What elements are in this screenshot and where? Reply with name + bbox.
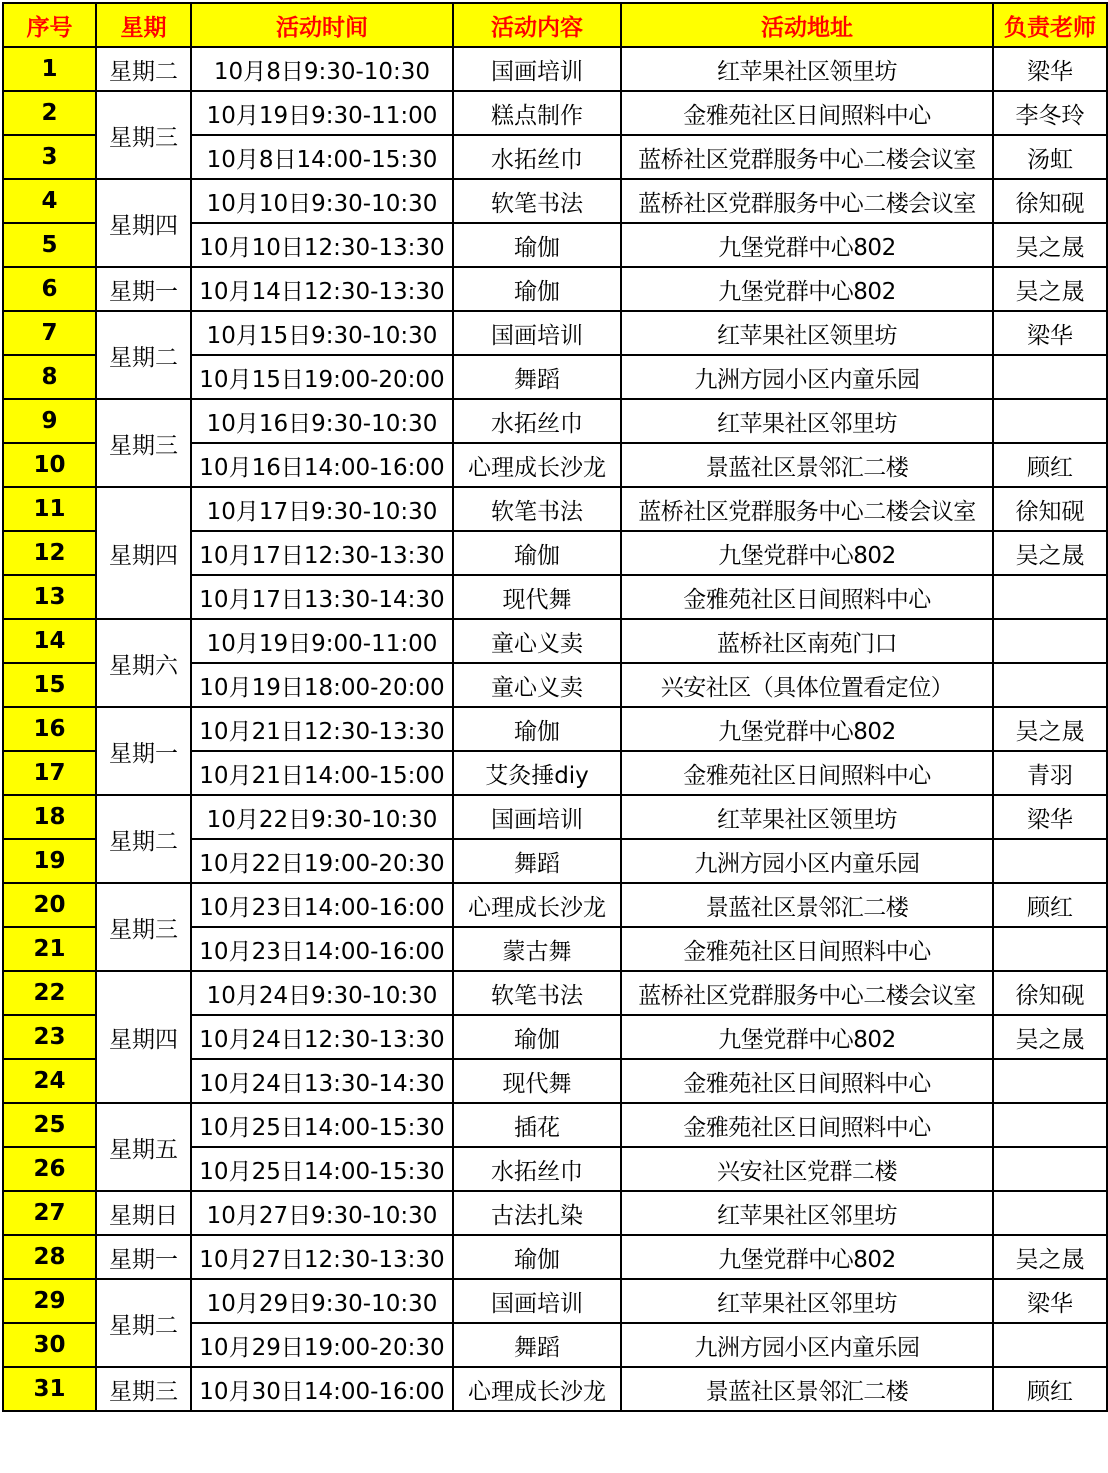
table-row [3, 971, 1107, 1015]
row-time-cell: 10月27日9:30-10:30 [191, 1191, 453, 1235]
row-address-cell: 九堡党群中心802 [621, 531, 993, 575]
row-address-cell: 蓝桥社区南苑门口 [621, 619, 993, 663]
row-address-cell: 蓝桥社区党群服务中心二楼会议室 [621, 179, 993, 223]
row-time-cell: 10月19日18:00-20:00 [191, 663, 453, 707]
row-index-cell: 1 [3, 47, 96, 91]
row-content-cell: 国画培训 [453, 47, 621, 91]
row-index-cell: 19 [3, 839, 96, 883]
row-content-cell: 水拓丝巾 [453, 1147, 621, 1191]
row-content-cell: 瑜伽 [453, 1015, 621, 1059]
row-index-cell: 13 [3, 575, 96, 619]
row-address-cell: 九堡党群中心802 [621, 1015, 993, 1059]
table-row [3, 795, 1107, 839]
row-index-cell: 10 [3, 443, 96, 487]
table-row [3, 311, 1107, 355]
row-teacher-cell: 徐知砚 [993, 971, 1107, 1015]
row-content-cell: 古法扎染 [453, 1191, 621, 1235]
row-time-cell: 10月21日12:30-13:30 [191, 707, 453, 751]
header-content: 活动内容 [453, 3, 621, 47]
table-row [3, 179, 1107, 223]
row-teacher-cell [993, 1323, 1107, 1367]
row-teacher-cell [993, 355, 1107, 399]
row-index-cell: 14 [3, 619, 96, 663]
row-time-cell: 10月16日9:30-10:30 [191, 399, 453, 443]
row-teacher-cell [993, 663, 1107, 707]
row-time-cell: 10月19日9:00-11:00 [191, 619, 453, 663]
row-teacher-cell: 梁华 [993, 1279, 1107, 1323]
header-teacher: 负责老师 [993, 3, 1107, 47]
row-address-cell: 九洲方园小区内童乐园 [621, 1323, 993, 1367]
row-time-cell: 10月27日12:30-13:30 [191, 1235, 453, 1279]
header-time: 活动时间 [191, 3, 453, 47]
row-time-cell: 10月17日13:30-14:30 [191, 575, 453, 619]
row-address-cell: 蓝桥社区党群服务中心二楼会议室 [621, 487, 993, 531]
row-address-cell: 红苹果社区邻里坊 [621, 1279, 993, 1323]
row-index-cell: 27 [3, 1191, 96, 1235]
row-content-cell: 软笔书法 [453, 487, 621, 531]
row-time-cell: 10月30日14:00-16:00 [191, 1367, 453, 1411]
row-time-cell: 10月15日19:00-20:00 [191, 355, 453, 399]
row-time-cell: 10月15日9:30-10:30 [191, 311, 453, 355]
table-row [3, 707, 1107, 751]
row-index-cell: 26 [3, 1147, 96, 1191]
row-teacher-cell: 吴之晟 [993, 1235, 1107, 1279]
row-index-cell: 5 [3, 223, 96, 267]
row-teacher-cell: 梁华 [993, 795, 1107, 839]
row-index-cell: 30 [3, 1323, 96, 1367]
row-weekday-cell: 星期四 [96, 179, 191, 267]
row-address-cell: 九堡党群中心802 [621, 223, 993, 267]
row-address-cell: 红苹果社区邻里坊 [621, 1191, 993, 1235]
row-time-cell: 10月16日14:00-16:00 [191, 443, 453, 487]
table-row [3, 619, 1107, 663]
row-index-cell: 24 [3, 1059, 96, 1103]
row-teacher-cell: 徐知砚 [993, 179, 1107, 223]
header-address: 活动地址 [621, 3, 993, 47]
row-teacher-cell: 青羽 [993, 751, 1107, 795]
row-content-cell: 童心义卖 [453, 663, 621, 707]
row-weekday-cell: 星期三 [96, 883, 191, 971]
row-weekday-cell: 星期二 [96, 1279, 191, 1367]
row-time-cell: 10月17日9:30-10:30 [191, 487, 453, 531]
row-content-cell: 软笔书法 [453, 179, 621, 223]
row-time-cell: 10月8日14:00-15:30 [191, 135, 453, 179]
row-index-cell: 23 [3, 1015, 96, 1059]
row-content-cell: 国画培训 [453, 1279, 621, 1323]
row-content-cell: 瑜伽 [453, 531, 621, 575]
row-index-cell: 31 [3, 1367, 96, 1411]
row-address-cell: 金雅苑社区日间照料中心 [621, 927, 993, 971]
row-index-cell: 28 [3, 1235, 96, 1279]
row-index-cell: 17 [3, 751, 96, 795]
row-address-cell: 九洲方园小区内童乐园 [621, 355, 993, 399]
row-address-cell: 红苹果社区领里坊 [621, 311, 993, 355]
row-address-cell: 九堡党群中心802 [621, 1235, 993, 1279]
row-time-cell: 10月10日9:30-10:30 [191, 179, 453, 223]
row-content-cell: 心理成长沙龙 [453, 883, 621, 927]
row-content-cell: 插花 [453, 1103, 621, 1147]
row-time-cell: 10月19日9:30-11:00 [191, 91, 453, 135]
row-weekday-cell: 星期二 [96, 311, 191, 399]
row-teacher-cell: 梁华 [993, 311, 1107, 355]
table-row [3, 399, 1107, 443]
row-teacher-cell: 顾红 [993, 443, 1107, 487]
row-content-cell: 舞蹈 [453, 355, 621, 399]
row-address-cell: 蓝桥社区党群服务中心二楼会议室 [621, 971, 993, 1015]
row-index-cell: 2 [3, 91, 96, 135]
row-weekday-cell: 星期二 [96, 47, 191, 91]
row-time-cell: 10月29日19:00-20:30 [191, 1323, 453, 1367]
row-index-cell: 6 [3, 267, 96, 311]
row-content-cell: 糕点制作 [453, 91, 621, 135]
table-row [3, 91, 1107, 135]
table-row [3, 487, 1107, 531]
row-weekday-cell: 星期四 [96, 487, 191, 619]
row-address-cell: 红苹果社区邻里坊 [621, 399, 993, 443]
table-body [3, 47, 1107, 1411]
header-index: 序号 [3, 3, 96, 47]
row-index-cell: 12 [3, 531, 96, 575]
row-address-cell: 金雅苑社区日间照料中心 [621, 751, 993, 795]
row-address-cell: 金雅苑社区日间照料中心 [621, 91, 993, 135]
row-time-cell: 10月24日13:30-14:30 [191, 1059, 453, 1103]
row-teacher-cell [993, 927, 1107, 971]
row-time-cell: 10月14日12:30-13:30 [191, 267, 453, 311]
row-index-cell: 21 [3, 927, 96, 971]
row-weekday-cell: 星期三 [96, 399, 191, 487]
row-weekday-cell: 星期一 [96, 267, 191, 311]
row-teacher-cell [993, 1147, 1107, 1191]
row-address-cell: 九堡党群中心802 [621, 707, 993, 751]
row-teacher-cell [993, 1103, 1107, 1147]
row-teacher-cell [993, 839, 1107, 883]
row-content-cell: 瑜伽 [453, 223, 621, 267]
row-address-cell: 九洲方园小区内童乐园 [621, 839, 993, 883]
row-teacher-cell [993, 1191, 1107, 1235]
row-time-cell: 10月24日12:30-13:30 [191, 1015, 453, 1059]
row-time-cell: 10月29日9:30-10:30 [191, 1279, 453, 1323]
row-time-cell: 10月8日9:30-10:30 [191, 47, 453, 91]
row-index-cell: 7 [3, 311, 96, 355]
table-row [3, 1103, 1107, 1147]
row-teacher-cell: 李冬玲 [993, 91, 1107, 135]
row-time-cell: 10月22日9:30-10:30 [191, 795, 453, 839]
row-teacher-cell: 吴之晟 [993, 531, 1107, 575]
table-row [3, 1235, 1107, 1279]
activity-schedule-table [2, 2, 1108, 1412]
row-content-cell: 瑜伽 [453, 1235, 621, 1279]
row-weekday-cell: 星期五 [96, 1103, 191, 1191]
row-address-cell: 九堡党群中心802 [621, 267, 993, 311]
row-weekday-cell: 星期三 [96, 91, 191, 179]
row-teacher-cell: 梁华 [993, 47, 1107, 91]
row-teacher-cell: 吴之晟 [993, 267, 1107, 311]
table-row [3, 883, 1107, 927]
row-content-cell: 舞蹈 [453, 1323, 621, 1367]
row-content-cell: 国画培训 [453, 311, 621, 355]
row-weekday-cell: 星期一 [96, 707, 191, 795]
table-row [3, 47, 1107, 91]
row-time-cell: 10月24日9:30-10:30 [191, 971, 453, 1015]
row-address-cell: 蓝桥社区党群服务中心二楼会议室 [621, 135, 993, 179]
row-content-cell: 心理成长沙龙 [453, 443, 621, 487]
row-time-cell: 10月21日14:00-15:00 [191, 751, 453, 795]
row-content-cell: 现代舞 [453, 1059, 621, 1103]
row-content-cell: 瑜伽 [453, 707, 621, 751]
row-teacher-cell: 顾红 [993, 1367, 1107, 1411]
row-teacher-cell: 汤虹 [993, 135, 1107, 179]
row-content-cell: 水拓丝巾 [453, 135, 621, 179]
row-index-cell: 8 [3, 355, 96, 399]
row-time-cell: 10月22日19:00-20:30 [191, 839, 453, 883]
row-address-cell: 金雅苑社区日间照料中心 [621, 575, 993, 619]
row-time-cell: 10月23日14:00-16:00 [191, 927, 453, 971]
row-teacher-cell [993, 619, 1107, 663]
row-address-cell: 景蓝社区景邻汇二楼 [621, 883, 993, 927]
row-address-cell: 景蓝社区景邻汇二楼 [621, 1367, 993, 1411]
row-address-cell: 景蓝社区景邻汇二楼 [621, 443, 993, 487]
row-index-cell: 22 [3, 971, 96, 1015]
row-index-cell: 11 [3, 487, 96, 531]
row-teacher-cell [993, 575, 1107, 619]
row-index-cell: 25 [3, 1103, 96, 1147]
row-teacher-cell: 吴之晟 [993, 1015, 1107, 1059]
header-weekday: 星期 [96, 3, 191, 47]
row-weekday-cell: 星期一 [96, 1235, 191, 1279]
row-content-cell: 水拓丝巾 [453, 399, 621, 443]
row-content-cell: 童心义卖 [453, 619, 621, 663]
table-header-row [3, 3, 1107, 47]
row-index-cell: 4 [3, 179, 96, 223]
row-teacher-cell [993, 399, 1107, 443]
row-time-cell: 10月25日14:00-15:30 [191, 1147, 453, 1191]
row-index-cell: 15 [3, 663, 96, 707]
row-address-cell: 红苹果社区领里坊 [621, 47, 993, 91]
row-address-cell: 红苹果社区领里坊 [621, 795, 993, 839]
row-address-cell: 金雅苑社区日间照料中心 [621, 1059, 993, 1103]
row-time-cell: 10月23日14:00-16:00 [191, 883, 453, 927]
row-index-cell: 16 [3, 707, 96, 751]
row-index-cell: 29 [3, 1279, 96, 1323]
row-address-cell: 兴安社区党群二楼 [621, 1147, 993, 1191]
row-weekday-cell: 星期日 [96, 1191, 191, 1235]
row-weekday-cell: 星期二 [96, 795, 191, 883]
table-row [3, 1191, 1107, 1235]
row-weekday-cell: 星期四 [96, 971, 191, 1103]
row-content-cell: 现代舞 [453, 575, 621, 619]
row-address-cell: 兴安社区（具体位置看定位） [621, 663, 993, 707]
row-time-cell: 10月17日12:30-13:30 [191, 531, 453, 575]
row-content-cell: 国画培训 [453, 795, 621, 839]
table-row [3, 1279, 1107, 1323]
row-teacher-cell [993, 1059, 1107, 1103]
row-teacher-cell: 吴之晟 [993, 707, 1107, 751]
row-index-cell: 9 [3, 399, 96, 443]
row-index-cell: 3 [3, 135, 96, 179]
row-weekday-cell: 星期六 [96, 619, 191, 707]
row-content-cell: 艾灸捶diy [453, 751, 621, 795]
row-address-cell: 金雅苑社区日间照料中心 [621, 1103, 993, 1147]
row-content-cell: 舞蹈 [453, 839, 621, 883]
row-content-cell: 瑜伽 [453, 267, 621, 311]
table-row [3, 1367, 1107, 1411]
row-teacher-cell: 顾红 [993, 883, 1107, 927]
row-content-cell: 软笔书法 [453, 971, 621, 1015]
row-content-cell: 心理成长沙龙 [453, 1367, 621, 1411]
row-index-cell: 20 [3, 883, 96, 927]
row-index-cell: 18 [3, 795, 96, 839]
row-teacher-cell: 吴之晟 [993, 223, 1107, 267]
row-weekday-cell: 星期三 [96, 1367, 191, 1411]
table-row [3, 267, 1107, 311]
row-time-cell: 10月10日12:30-13:30 [191, 223, 453, 267]
row-teacher-cell: 徐知砚 [993, 487, 1107, 531]
row-time-cell: 10月25日14:00-15:30 [191, 1103, 453, 1147]
row-content-cell: 蒙古舞 [453, 927, 621, 971]
